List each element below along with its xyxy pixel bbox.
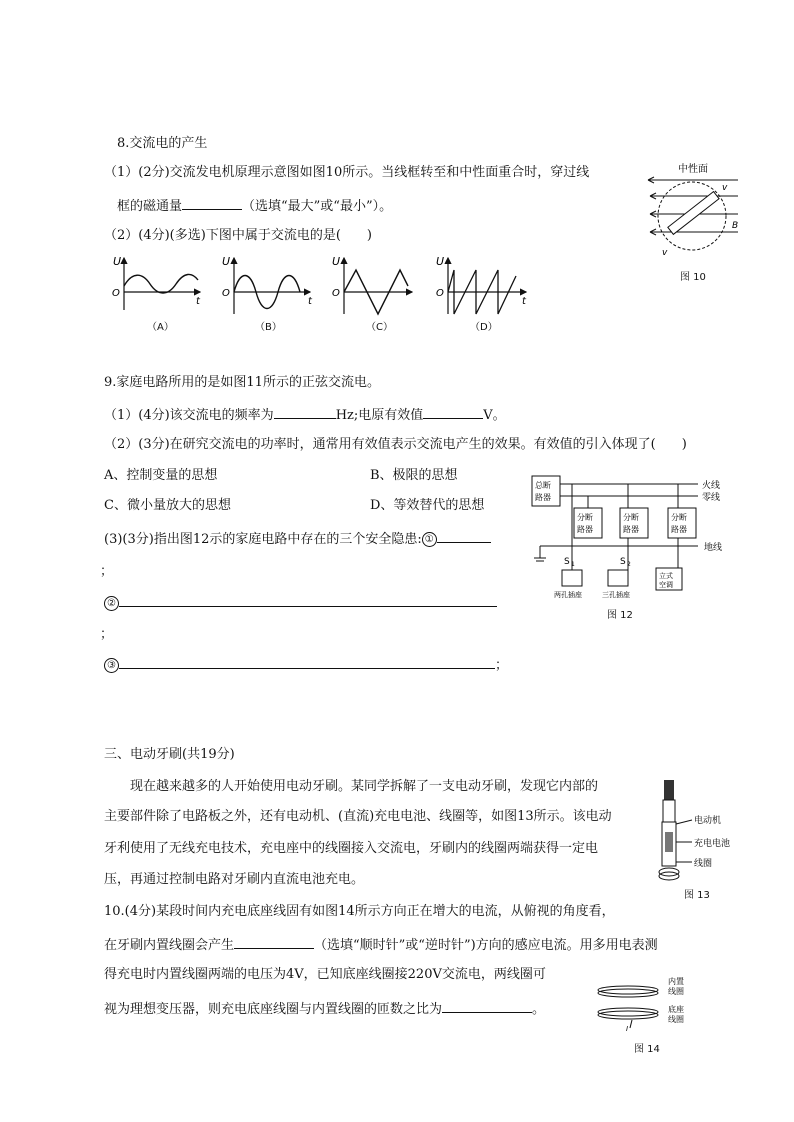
q8-answer-blank-flux[interactable]: [182, 197, 242, 210]
fig12-s1: S: [564, 557, 570, 567]
q9-part3-text: (3)(3分)指出图12示的家庭电路中存在的三个安全隐患:: [104, 532, 422, 547]
wave-b-o: O: [222, 288, 230, 299]
fig13-battery: 充电电池: [694, 839, 731, 849]
fig12-s2: S: [620, 557, 626, 567]
q9-hazard-1-marker: ①: [422, 532, 437, 547]
q10-line4: [104, 1000, 545, 1016]
q9-answer-blank-hazard-1[interactable]: [437, 530, 491, 543]
fig12-branch2-2: 路器: [623, 525, 639, 534]
fig10-title: 中性面: [678, 164, 708, 175]
q8-part1-line2: [117, 197, 392, 213]
fig12-socket3: 三孔插座: [602, 591, 630, 599]
fig14-base-1: 底座: [668, 1005, 684, 1014]
q9-answer-blank-voltage[interactable]: [423, 406, 483, 419]
fig14-coils: [594, 974, 714, 1032]
q10-line2: [104, 936, 658, 952]
q9-option-d: D、等效替代的思想: [370, 498, 485, 513]
fig12-branch2-1: 分断: [623, 513, 639, 522]
fig10-b: B: [732, 221, 739, 231]
fig14-inner-1: 内置: [668, 977, 684, 986]
fig12-main-2: 路器: [535, 493, 551, 502]
sec3-para-line1: 现在越来越多的人开始使用电动牙刷。某同学拆解了一支电动牙刷，发现它内部的: [130, 779, 599, 794]
q9-answer-blank-hazard-3[interactable]: [119, 656, 495, 669]
fig12-s1-sub: 1: [571, 561, 575, 568]
fig12-zero: 零线: [702, 493, 721, 503]
fig12-socket2: 两孔插座: [554, 591, 582, 599]
fig12-home-circuit: [528, 474, 738, 604]
q9-title: 9.家庭电路所用的是如图11所示的正弦交流电。: [104, 375, 380, 390]
wave-d: [436, 255, 527, 314]
q9-part1-end: V。: [483, 408, 506, 423]
q10-line4-end: 。: [532, 1002, 546, 1017]
fig12-fire: 火线: [702, 481, 721, 491]
sec3-para-line4: 压，再通过控制电路对牙刷内直流电池充电。: [104, 872, 365, 887]
wave-c-u: U: [332, 255, 341, 268]
fig13-motor: 电动机: [694, 816, 722, 826]
q8-part1-text: 框的磁通量: [117, 199, 183, 214]
sec3-title: 三、电动牙刷(共19分): [104, 747, 235, 762]
q10-line4-text: 视为理想变压器，则充电底座线圈与内置线圈的匝数之比为: [104, 1002, 443, 1017]
sec3-para-line3: 牙利使用了无线充电技术，充电座中的线圈接入交流电，牙刷内的线圈两端获得一定电: [104, 841, 599, 856]
fig12-ac-2: 空调: [659, 581, 673, 589]
fig12-branch3-1: 分断: [671, 513, 687, 522]
q10-line3: 得充电时内置线圈两端的电压为4V，已知底座线圈接220V交流电，两线圈可: [104, 967, 546, 982]
q9-hazard-3-marker: ③: [104, 658, 119, 673]
wave-b-t: t: [308, 296, 312, 307]
q9-answer-blank-hazard-2[interactable]: [119, 594, 497, 607]
q9-part1-text: （1）(4分)该交流电的频率为: [104, 408, 274, 423]
q8-title: 8.交流电的产生: [117, 136, 208, 151]
wave-d-o: O: [436, 288, 444, 299]
fig12-branch3-2: 路器: [671, 525, 687, 534]
fig12-main-1: 总断: [535, 481, 551, 490]
wave-b: [222, 255, 313, 314]
q8-part1-line1: （1）(2分)交流发电机原理示意图如图10所示。当线框转至和中性面重合时，穿过线: [104, 165, 590, 180]
q9-semicolon-1: ；: [100, 564, 114, 579]
fig13-coil: 线圈: [694, 859, 713, 869]
wave-label-b: （B）: [255, 322, 282, 333]
q9-part1-mid: Hz;电原有效值: [335, 408, 424, 423]
q10-line2-choice: （选填“顺时针”或“逆时针”)方向的感应电流。用多用电表测: [314, 938, 658, 953]
q9-hazard-2-marker: ②: [104, 596, 119, 611]
fig12-ground: 地线: [704, 543, 723, 553]
fig14-inner-2: 线圈: [668, 987, 684, 996]
q9-part3: [104, 530, 491, 547]
q9-option-c: C、微小量放大的思想: [104, 498, 231, 513]
q9-semicolon-3: ；: [495, 658, 509, 673]
wave-a-t: t: [196, 296, 200, 307]
wave-label-c: （C）: [366, 322, 393, 333]
q9-semicolon-2: ；: [100, 627, 114, 642]
wave-c: [332, 255, 412, 314]
fig14-i: I: [626, 1025, 629, 1032]
wave-a-o: O: [112, 288, 120, 299]
q8-part2: （2）(4分)(多选)下图中属于交流电的是( ): [104, 228, 372, 243]
fig12-branch1-2: 路器: [577, 525, 593, 534]
fig12-s2-sub: 2: [627, 561, 631, 568]
q9-hazard-2: [104, 594, 497, 611]
q9-hazard-3: [104, 656, 508, 673]
q9-option-b: B、极限的思想: [370, 468, 458, 483]
wave-label-a: （A）: [147, 322, 174, 333]
wave-c-o: O: [332, 288, 340, 299]
fig12-ac-1: 立式: [659, 572, 673, 580]
fig12-branch1-1: 分断: [577, 513, 593, 522]
fig13-toothbrush: [656, 776, 746, 886]
sec3-para-line2: 主要部件除了电路板之外，还有电动机、(直流)充电电池、线圈等，如图13所示。该电动: [104, 809, 612, 824]
wave-d-u: U: [436, 255, 445, 268]
q9-part1: [104, 406, 506, 422]
q9-option-a: A、控制变量的思想: [104, 468, 218, 483]
fig13-caption: 图 13: [684, 890, 710, 901]
fig12-caption: 图 12: [607, 610, 633, 621]
fig14-caption: 图 14: [634, 1044, 660, 1055]
q10-answer-blank-ratio[interactable]: [442, 1000, 532, 1013]
wave-a-u: U: [113, 255, 122, 268]
wave-b-u: U: [222, 255, 231, 268]
q9-part2: （2）(3分)在研究交流电的功率时，通常用有效值表示交流电产生的效果。有效值的引入体现了( ): [104, 437, 687, 452]
fig14-base-2: 线圈: [668, 1015, 684, 1024]
fig10-v-top: v: [722, 183, 728, 193]
wave-d-t: t: [522, 296, 526, 307]
fig10-generator: [642, 160, 742, 270]
fig10-caption: 图 10: [680, 272, 706, 283]
wave-label-d: （D）: [470, 322, 498, 333]
fig10-v-bottom: v: [662, 248, 668, 258]
q10-answer-blank-direction[interactable]: [234, 936, 314, 949]
wave-a: [112, 255, 201, 310]
q10-line1: 10.(4分)某段时间内充电底座线固有如图14所示方向正在增大的电流，从俯视的角度看，: [104, 904, 615, 919]
q9-answer-blank-frequency[interactable]: [274, 406, 336, 419]
q10-line2-text: 在牙刷内置线圈会产生: [104, 938, 235, 953]
q8-part1-choice: （选填“最大”或“最小”）。: [242, 199, 393, 214]
